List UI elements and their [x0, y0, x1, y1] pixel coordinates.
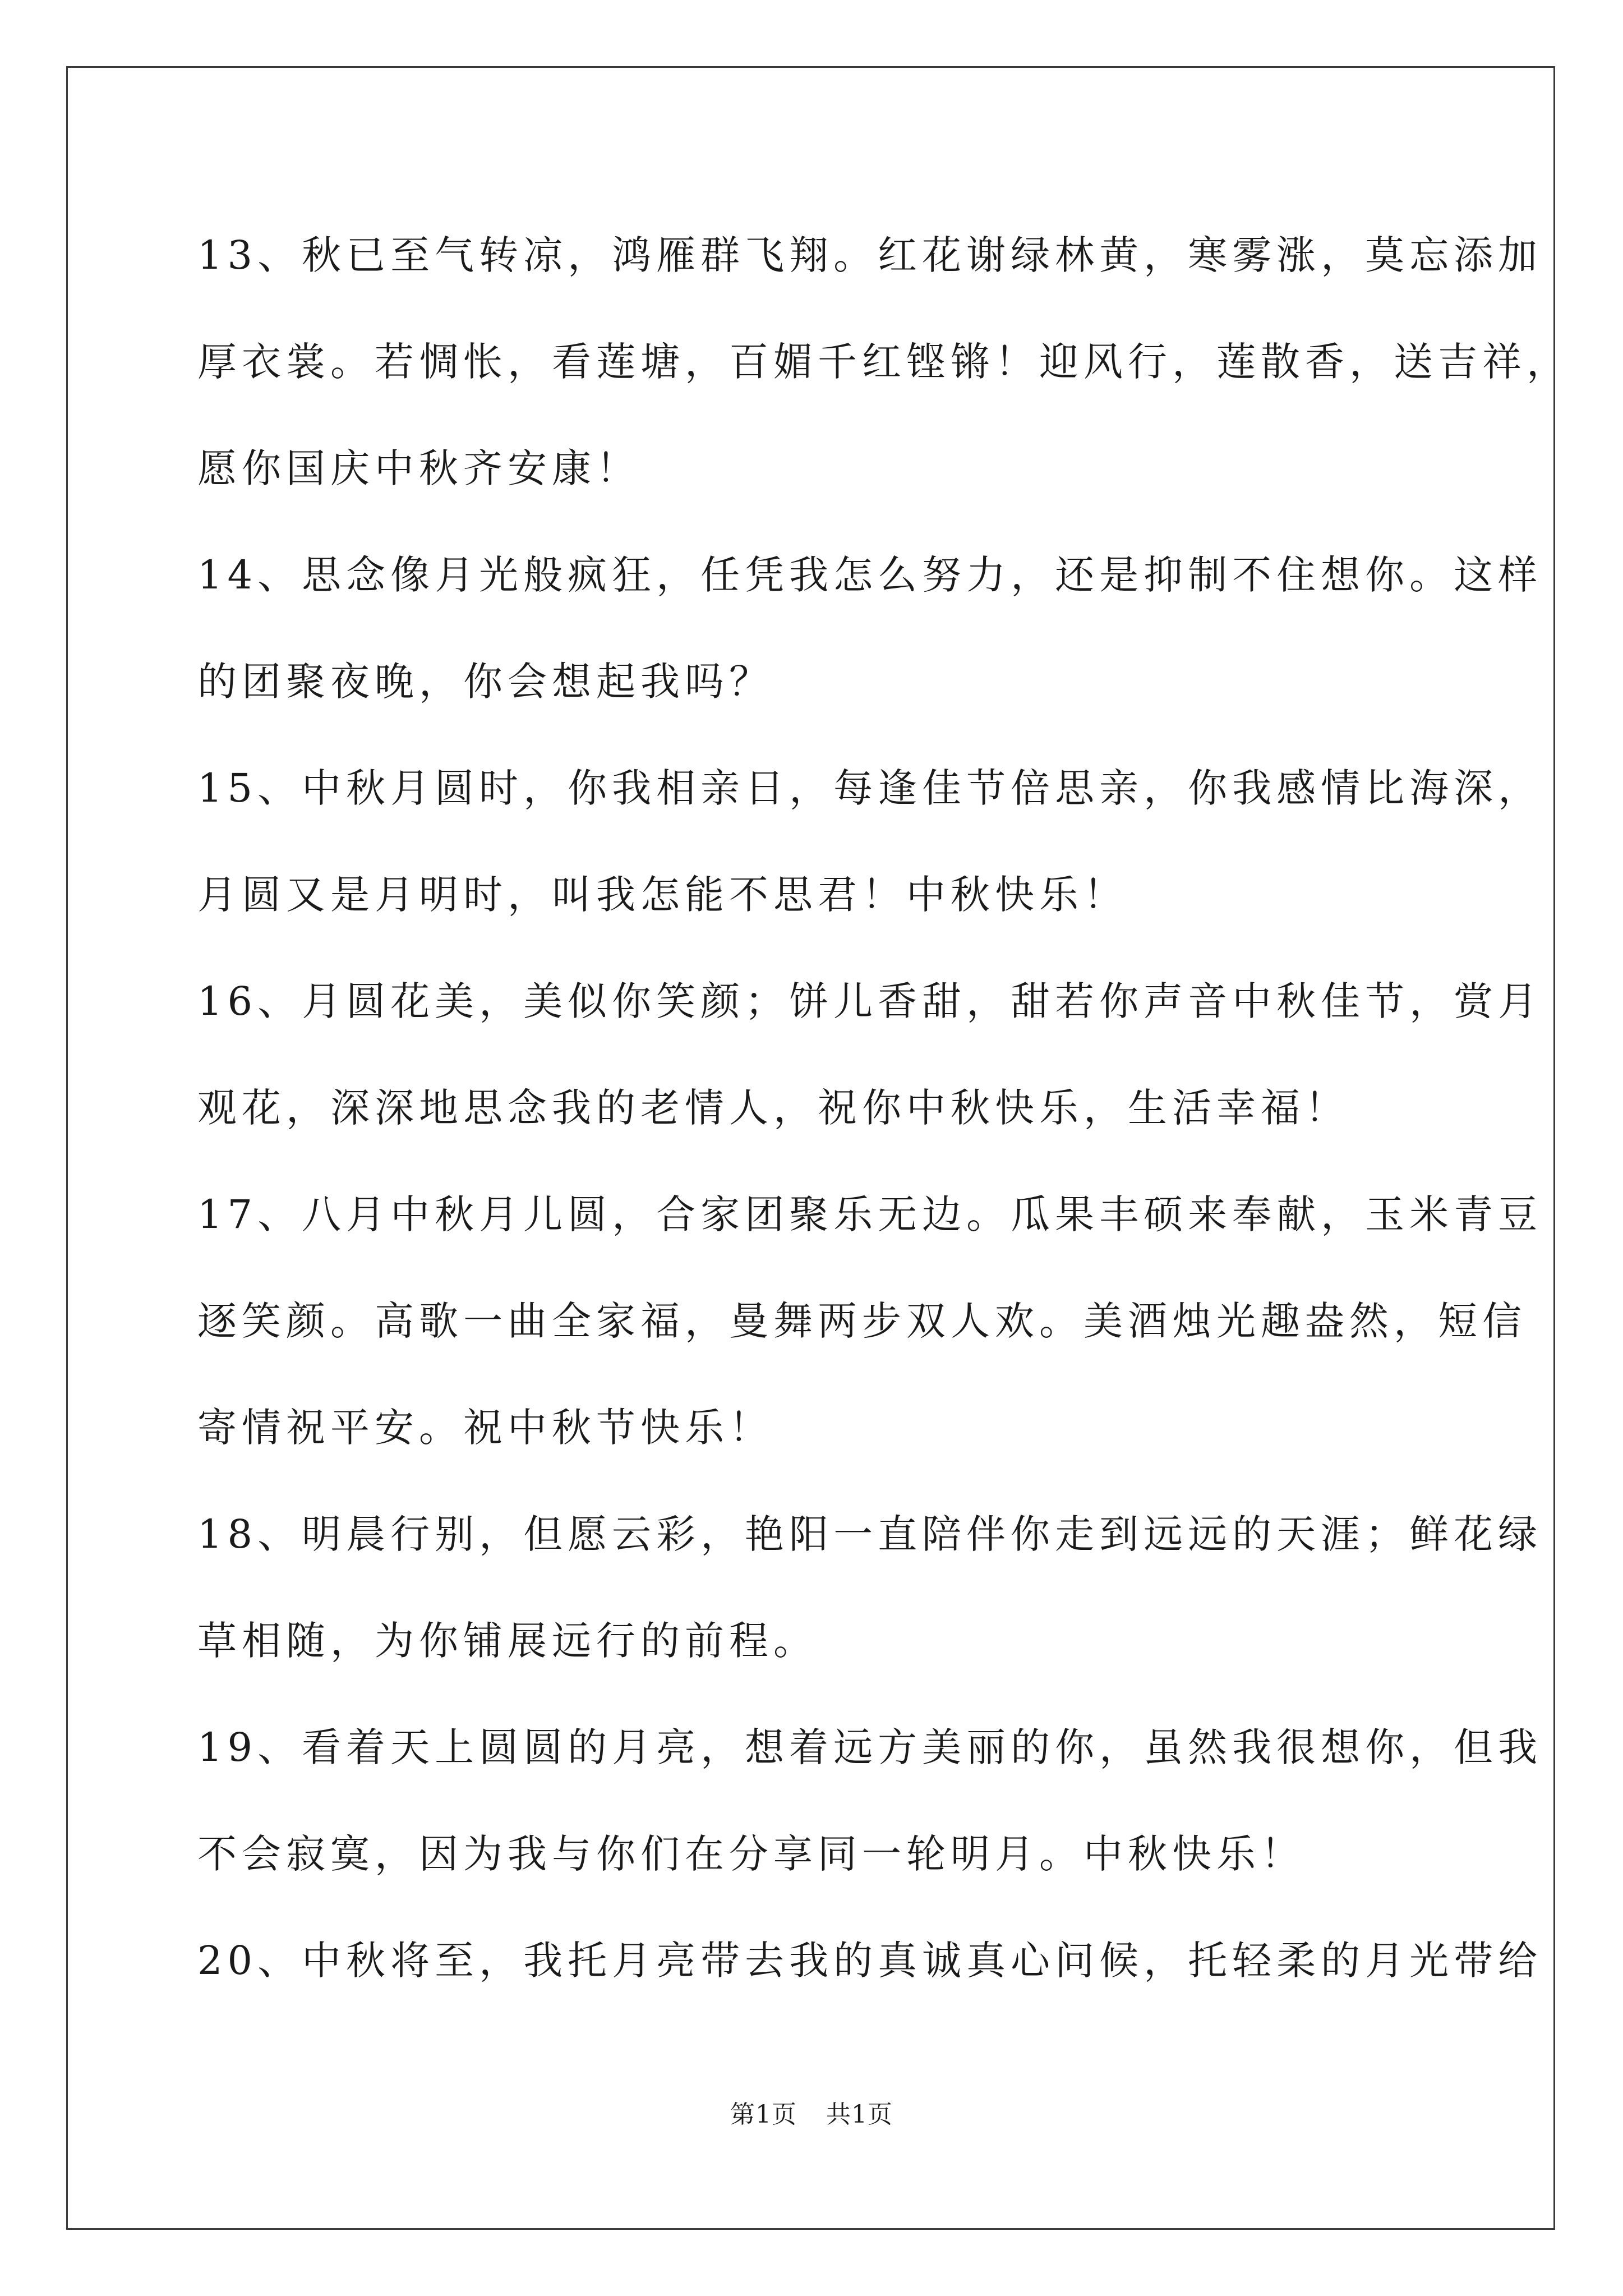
text-line: 20、中秋将至，我托月亮带去我的真诚真心问候，托轻柔的月光带给 — [197, 1938, 1543, 1984]
text-line: 13、秋已至气转凉，鸿雁群飞翔。红花谢绿林黄，寒雾涨，莫忘添加 — [197, 232, 1543, 278]
text-line: 逐笑颜。高歌一曲全家福，曼舞两步双人欢。美酒烛光趣盎然，短信 — [197, 1298, 1527, 1344]
page-footer — [0, 2098, 1623, 2132]
text-line: 草相随，为你铺展远行的前程。 — [197, 1618, 818, 1664]
text-line: 16、月圆花美，美似你笑颜；饼儿香甜，甜若你声音中秋佳节，赏月 — [197, 978, 1543, 1024]
entry-17 — [197, 1172, 1543, 1492]
text-line: 18、明晨行别，但愿云彩，艳阳一直陪伴你走到远远的天涯；鲜花绿 — [197, 1511, 1543, 1557]
document-body — [197, 213, 1571, 2025]
page-number: 第1页 — [730, 2100, 797, 2129]
entry-16 — [197, 959, 1543, 1172]
text-line: 月圆又是月明时，叫我怎能不思君！中秋快乐！ — [197, 872, 1128, 918]
text-line: 15、中秋月圆时，你我相亲日，每逢佳节倍思亲，你我感情比海深， — [197, 765, 1543, 811]
entry-19 — [197, 1705, 1543, 1918]
text-line: 不会寂寞，因为我与你们在分享同一轮明月。中秋快乐！ — [197, 1831, 1305, 1877]
text-line: 17、八月中秋月儿圆，合家团聚乐无边。瓜果丰硕来奉献，玉米青豆 — [197, 1191, 1543, 1237]
text-line: 寄情祝平安。祝中秋节快乐！ — [197, 1405, 773, 1451]
text-line: 19、看着天上圆圆的月亮，想着远方美丽的你，虽然我很想你，但我 — [197, 1724, 1543, 1770]
page-total: 共1页 — [826, 2100, 893, 2129]
text-line: 的团聚夜晚，你会想起我吗？ — [197, 659, 773, 705]
entry-13 — [197, 213, 1571, 533]
entry-18 — [197, 1492, 1543, 1705]
text-line: 14、思念像月光般疯狂，任凭我怎么努力，还是抑制不住想你。这样 — [197, 552, 1543, 598]
entry-20 — [197, 1918, 1543, 2025]
text-line: 观花，深深地思念我的老情人，祝你中秋快乐，生活幸福！ — [197, 1085, 1349, 1131]
entry-15 — [197, 746, 1543, 959]
entry-14 — [197, 533, 1543, 746]
text-line: 愿你国庆中秋齐安康！ — [197, 445, 640, 491]
text-line: 厚衣裳。若惆怅，看莲塘，百媚千红铿锵！迎风行，莲散香，送吉祥， — [197, 339, 1571, 385]
